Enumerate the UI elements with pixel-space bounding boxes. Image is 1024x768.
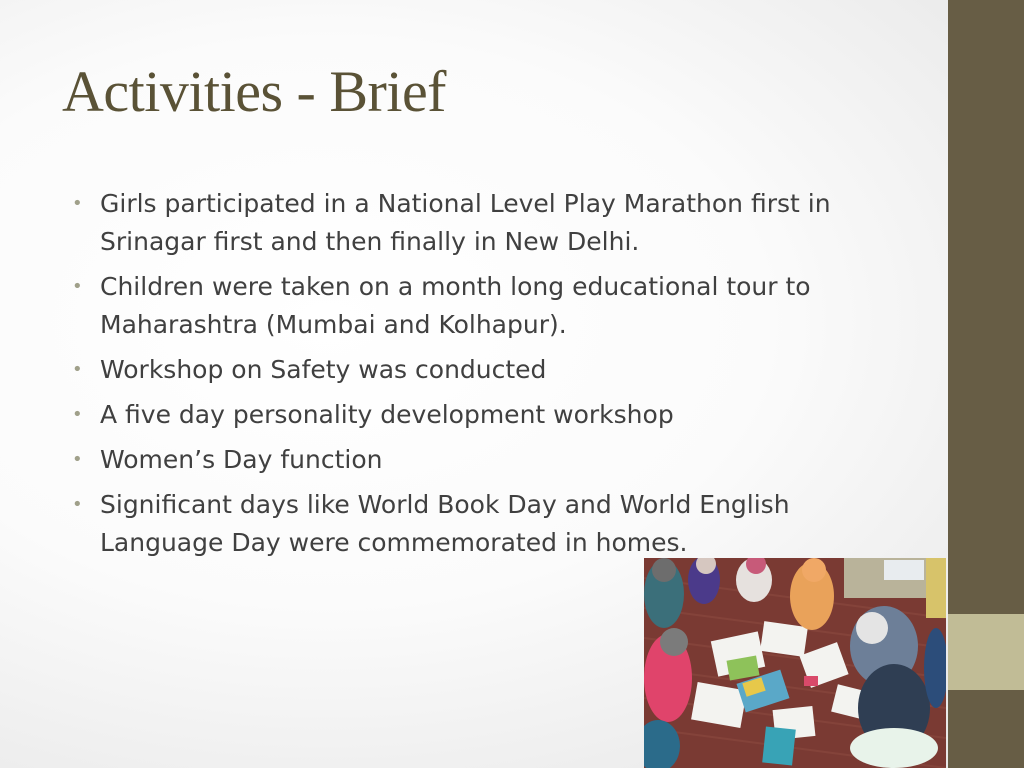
bullet-item	[72, 351, 852, 389]
accent-bar-bottom	[948, 690, 1024, 768]
slide-title: Activities - Brief	[62, 59, 447, 124]
bullet-dot-icon: •	[72, 494, 83, 515]
bullet-item	[72, 185, 852, 261]
bullet-dot-icon: •	[72, 449, 83, 470]
activity-photo-illustration	[644, 558, 946, 768]
bullet-text: A five day personality development workshop	[100, 400, 674, 429]
bullet-text: Women’s Day function	[100, 445, 383, 474]
bullet-item	[72, 486, 852, 562]
accent-bar-light	[948, 614, 1024, 690]
accent-bar-dark	[948, 0, 1024, 614]
bullet-item	[72, 441, 852, 479]
bullet-dot-icon: •	[72, 404, 83, 425]
bullet-item	[72, 396, 852, 434]
bullet-text: Workshop on Safety was conducted	[100, 355, 547, 384]
bullet-dot-icon: •	[72, 193, 83, 214]
bullet-dot-icon: •	[72, 276, 83, 297]
bullet-text: Girls participated in a National Level Play Marathon first in Srinagar first and then finally in New Delhi.	[100, 189, 831, 256]
activity-photo	[644, 558, 946, 768]
bullet-list	[72, 185, 852, 569]
bullet-item	[72, 268, 852, 344]
bullet-dot-icon: •	[72, 359, 83, 380]
bullet-text: Significant days like World Book Day and World English Language Day were commemorated in homes.	[100, 490, 790, 557]
bullet-text: Children were taken on a month long educational tour to Maharashtra (Mumbai and Kolhapur).	[100, 272, 811, 339]
